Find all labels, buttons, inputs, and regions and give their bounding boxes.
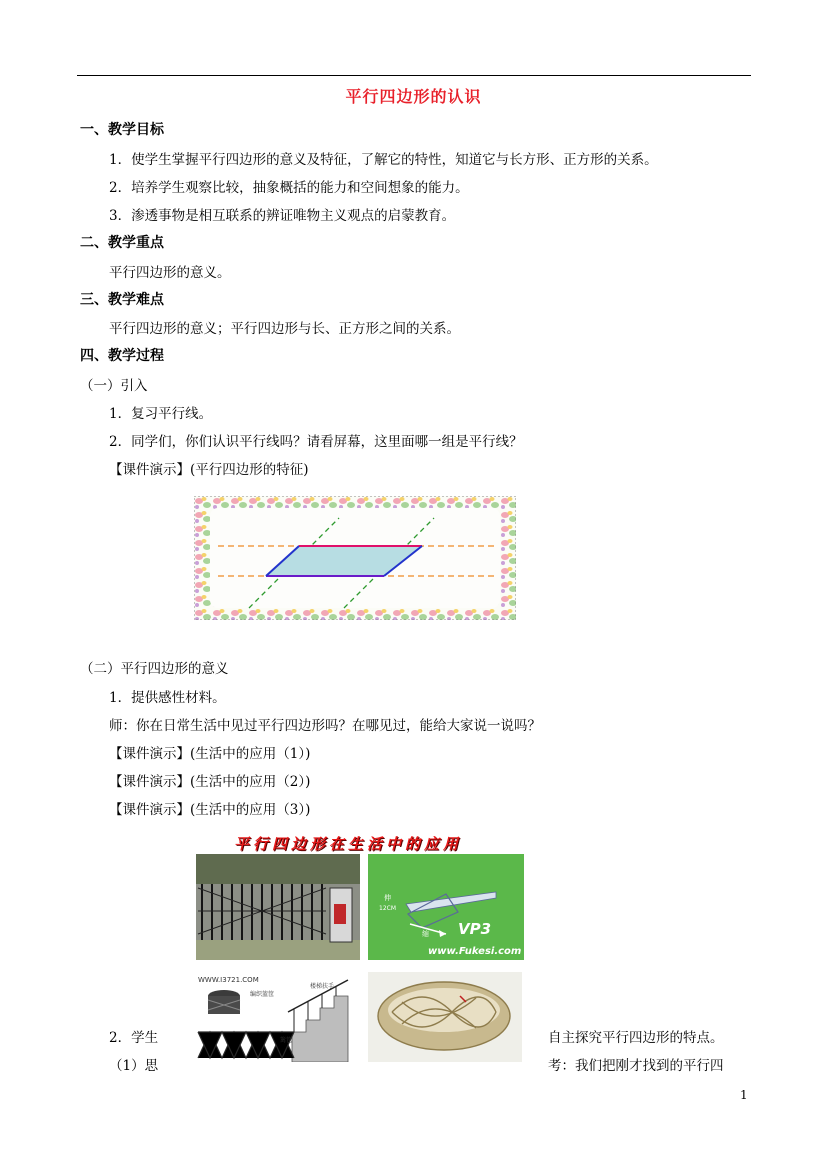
rack-label: VP3 <box>458 920 492 938</box>
site-url: WWW.I3721.COM <box>198 976 259 984</box>
rack-annotation-1: 伸 <box>384 894 391 902</box>
paragraph: 【课件演示】(平行四边形的特征) <box>109 462 309 478</box>
paragraph: 平行四边形的意义；平行四边形与长、正方形之间的关系。 <box>109 321 460 337</box>
paragraph: 师：你在日常生活中见过平行四边形吗？在哪见过，能给大家说一说吗？ <box>109 718 541 734</box>
section-heading: 一、教学目标 <box>80 122 164 138</box>
paragraph: 3．渗透事物是相互联系的辨证唯物主义观点的启蒙教育。 <box>109 208 456 224</box>
subsection-heading: （二）平行四边形的意义 <box>80 661 229 677</box>
application-banner: 平行四边形在生活中的应用 <box>234 835 463 853</box>
application-photos-2 <box>196 972 522 1062</box>
rack-measure: 12CM <box>379 905 397 912</box>
parallelogram-figure <box>194 496 516 620</box>
paragraph: 2．同学们，你们认识平行线吗？请看屏幕，这里面哪一组是平行线？ <box>109 434 523 450</box>
paragraph: 2．学生 <box>109 1030 159 1046</box>
paragraph: 1．提供感性材料。 <box>109 690 226 706</box>
section-heading: 三、教学难点 <box>80 292 164 308</box>
paragraph: 【课件演示】(生活中的应用（1）) <box>109 746 311 762</box>
rack-website: www.Fukesi.com <box>428 946 522 957</box>
paragraph: 平行四边形的意义。 <box>109 265 231 281</box>
subsection-heading: （一）引入 <box>80 378 148 394</box>
label-stair: 楼梯扶手 <box>310 983 335 990</box>
section-heading: 四、教学过程 <box>80 348 164 364</box>
rack-annotation-2: 缩 <box>422 930 429 938</box>
page-number: 1 <box>740 1088 748 1102</box>
label-fence: 篱笆 <box>280 1037 293 1044</box>
paragraph: 【课件演示】(生活中的应用（2）) <box>109 774 311 790</box>
paragraph: 1．使学生掌握平行四边形的意义及特征，了解它的特性，知道它与长方形、正方形的关系。 <box>109 152 658 168</box>
header-rule <box>77 75 751 76</box>
paragraph: 考：我们把刚才找到的平行四 <box>548 1058 724 1074</box>
paragraph: 【课件演示】(生活中的应用（3）) <box>109 802 311 818</box>
page-title: 平行四边形的认识 <box>345 87 482 106</box>
paragraph: 自主探究平行四边形的特点。 <box>548 1030 724 1046</box>
paragraph: 2．培养学生观察比较，抽象概括的能力和空间想象的能力。 <box>109 180 469 196</box>
label-basket: 编织篮筐 <box>250 991 275 998</box>
section-heading: 二、教学重点 <box>80 235 164 251</box>
paragraph: （1）思 <box>109 1058 159 1074</box>
application-photos-1 <box>196 854 524 960</box>
paragraph: 1．复习平行线。 <box>109 406 213 422</box>
